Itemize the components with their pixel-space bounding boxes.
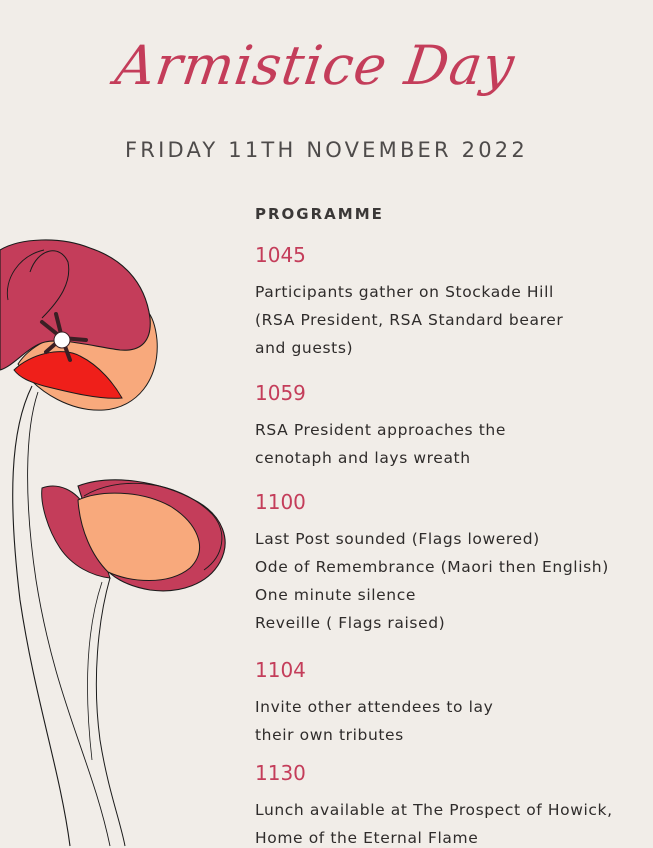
programme-description: [255, 416, 650, 472]
lower-poppy-stem: [96, 578, 125, 846]
programme-line: Lunch available at The Prospect of Howick,: [255, 801, 613, 819]
programme-heading: PROGRAMME: [255, 205, 384, 223]
programme-line: (RSA President, RSA Standard bearer: [255, 311, 564, 329]
programme-time: 1130: [255, 761, 306, 785]
programme-line: Reveille ( Flags raised): [255, 614, 446, 632]
programme-line: Invite other attendees to lay: [255, 698, 494, 716]
programme-time: 1045: [255, 243, 306, 267]
programme-description: [255, 278, 650, 362]
lower-poppy-stem-2: [87, 582, 102, 760]
upper-poppy-stem: [13, 386, 70, 846]
programme-line: Participants gather on Stockade Hill: [255, 283, 554, 301]
programme-item-1130: [255, 760, 650, 848]
event-date: FRIDAY 11TH NOVEMBER 2022: [125, 138, 528, 162]
event-title: Armistice Day: [111, 34, 519, 97]
programme-description: [255, 525, 650, 637]
programme-line: One minute silence: [255, 586, 416, 604]
upper-poppy-center: [54, 332, 70, 348]
programme-line: their own tributes: [255, 726, 404, 744]
upper-poppy-stem-2: [28, 392, 110, 846]
programme-line: and guests): [255, 339, 354, 357]
programme-time: 1059: [255, 381, 306, 405]
programme-line: Home of the Eternal Flame: [255, 829, 479, 847]
programme-time: 1104: [255, 658, 306, 682]
programme-item-1059: [255, 380, 650, 472]
programme-item-1045: [255, 242, 650, 362]
programme-line: Last Post sounded (Flags lowered): [255, 530, 540, 548]
programme-item-1104: [255, 657, 650, 749]
programme-description: [255, 796, 650, 848]
programme-time: 1100: [255, 490, 306, 514]
programme-item-1100: [255, 489, 650, 637]
programme-line: RSA President approaches the: [255, 421, 506, 439]
programme-line: Ode of Remembrance (Maori then English): [255, 558, 609, 576]
programme-line: cenotaph and lays wreath: [255, 449, 471, 467]
programme-description: [255, 693, 650, 749]
